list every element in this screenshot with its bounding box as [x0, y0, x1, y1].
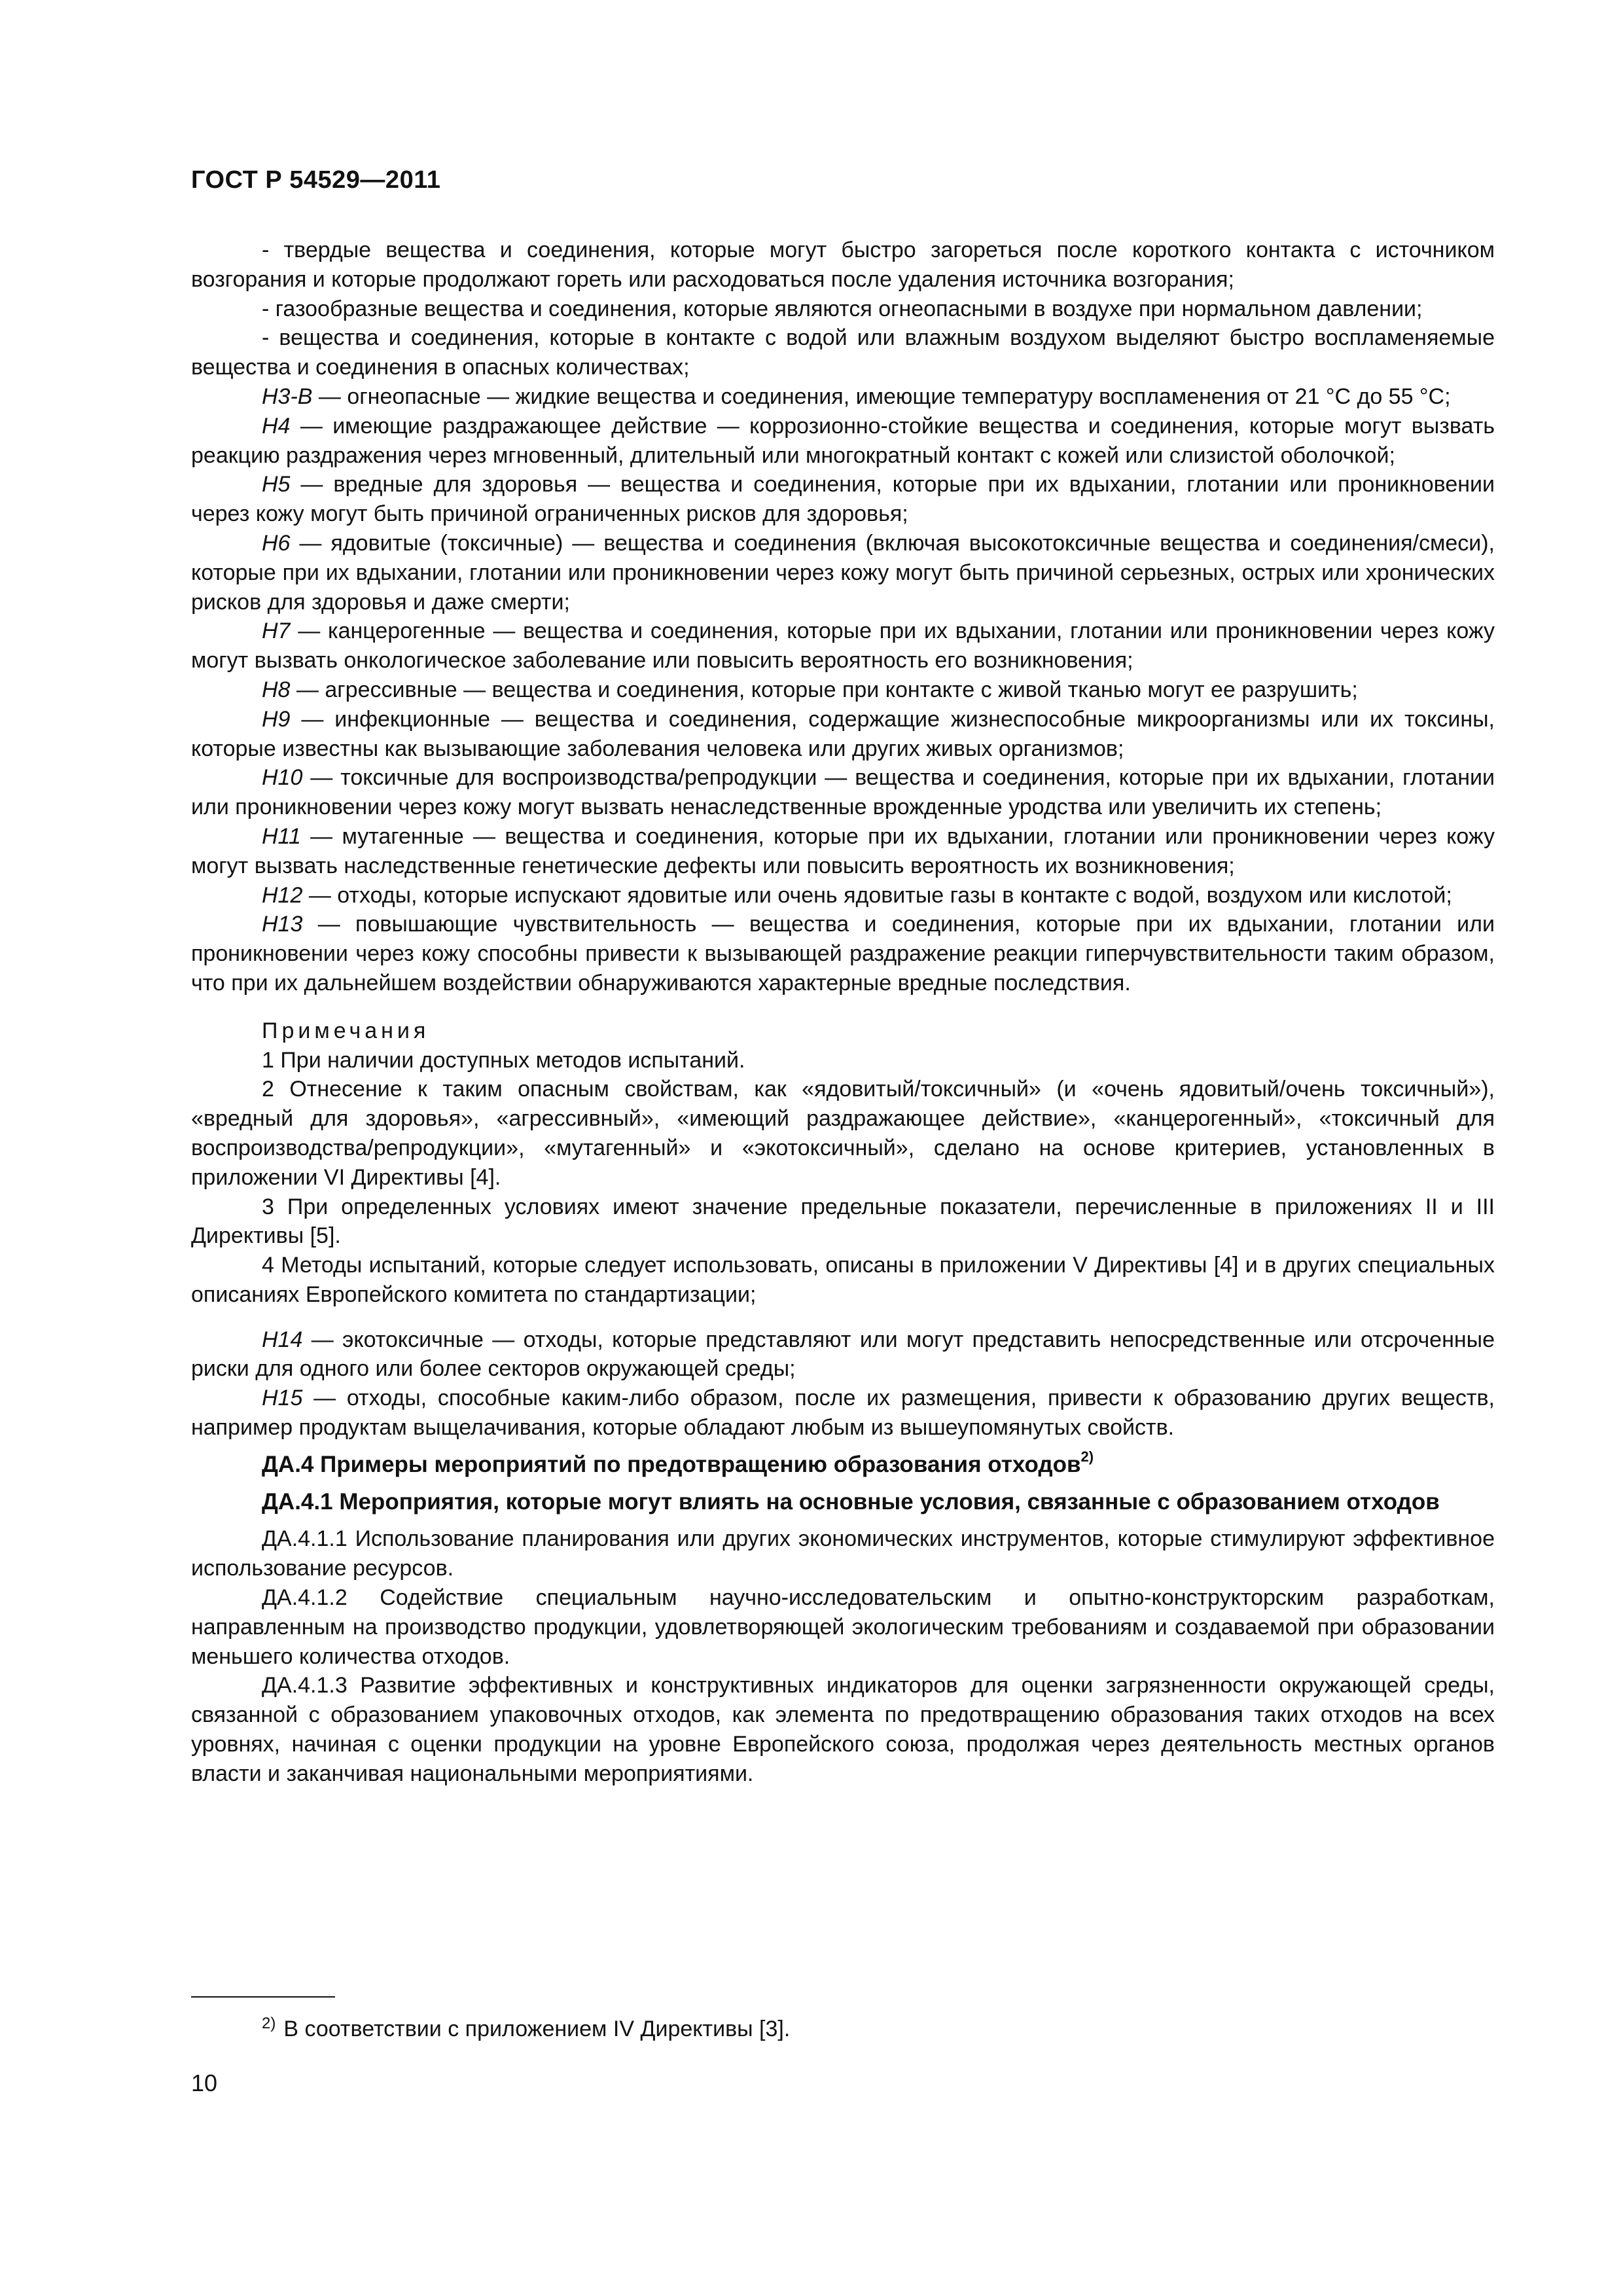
hazard-description: — отходы, способные каким-либо образом, после их размещения, привести к образованию других веществ, например продуктам выщелачивания, которые обладают любым из вышеупомянутых свойств. — [191, 1386, 1495, 1441]
footnote-text: В соответствии с приложением IV Директивы [3]. — [283, 2017, 791, 2041]
note-3: 3 При определенных условиях имеют значение предельные показатели, перечисленные в приложениях II и III Директивы [5]. — [191, 1194, 1495, 1249]
hazard-code: Н6 — [262, 530, 291, 556]
section-heading-da4 — [191, 1450, 1495, 1480]
list-item-water-reactive-substances: - вещества и соединения, которые в контакте с водой или влажным воздухом выделяют быстро воспламеняемые вещества и соединения в опасных количествах; — [191, 325, 1495, 380]
hazard-h14 — [191, 1325, 1495, 1384]
footnote-reference: 2) — [1080, 1448, 1094, 1465]
hazard-description: — токсичные для воспроизводства/репродукции — вещества и соединения, которые при их вдыхании, глотании или проникновении через кожу могут вызвать ненаследственные врожденные уродства или увеличить их степень; — [191, 765, 1495, 820]
list-item-solid-substances: - твердые вещества и соединения, которые могут быстро загореться после короткого контакта с источником возгорания и которые продолжают гореть или расходоваться после удаления источника возгорания; — [191, 238, 1495, 292]
hazard-code: Н3-В — [262, 384, 313, 409]
hazard-code: Н15 — [262, 1386, 303, 1411]
hazard-description: — мутагенные — вещества и соединения, которые при их вдыхании, глотании или проникновении через кожу могут вызвать наследственные генетические дефекты или повысить вероятность их возникновения; — [191, 823, 1495, 878]
list-item-gaseous-substances: - газообразные вещества и соединения, которые являются огнеопасными в воздухе при нормальном давлении; — [262, 296, 1423, 321]
page-number: 10 — [191, 2070, 218, 2096]
hazard-description: — повышающие чувствительность — вещества и соединения, которые при их вдыхании, глотании или проникновении через кожу способны привести к вызывающей раздражение реакции гиперчувствительности таким образом, что при их дальнейшем воздействии обнаруживаются характерные вредные последствия. — [191, 912, 1495, 996]
hazard-code: Н7 — [262, 619, 291, 644]
note-4: 4 Методы испытаний, которые следует использовать, описаны в приложении V Директивы [4] и в других специальных описаниях Европейского комитета по стандартизации; — [191, 1253, 1495, 1307]
hazard-h9 — [191, 705, 1495, 764]
hazard-code: Н4 — [262, 413, 291, 439]
hazard-description: — экотоксичные — отходы, которые представляют или могут представить непосредственные или отсроченные риски для одного или более секторов окружающей среды; — [191, 1327, 1495, 1382]
hazard-description: — инфекционные — вещества и соединения, содержащие жизнеспособные микроорганизмы или их токсины, которые известны как вызывающие заболевания человека или других живых организмов; — [191, 706, 1495, 761]
hazard-h12 — [191, 881, 1495, 910]
hazard-h6 — [191, 529, 1495, 617]
hazard-description: — отходы, которые испускают ядовитые или очень ядовитые газы в контакте с водой, воздухом или кислотой; — [302, 882, 1452, 908]
hazard-description: — вредные для здоровья — вещества и соединения, которые при их вдыхании, глотании или проникновении через кожу могут быть причиной ограниченных рисков для здоровья; — [191, 472, 1495, 527]
hazard-h13 — [191, 910, 1495, 997]
hazard-code: Н14 — [262, 1327, 303, 1352]
hazard-code: Н9 — [262, 706, 291, 732]
hazard-description: — ядовитые (токсичные) — вещества и соединения (включая высокотоксичные вещества и соединения/смеси), которые при их вдыхании, глотании или проникновении через кожу могут быть причиной серьезных, острых или хронических рисков для здоровья и даже смерти; — [191, 530, 1495, 615]
hazard-description: — имеющие раздражающее действие — коррозионно-стойкие вещества и соединения, которые могут вызвать реакцию раздражения через мгновенный, длительный или многократный контакт с кожей или слизистой оболочкой; — [191, 413, 1495, 468]
note-2: 2 Отнесение к таким опасным свойствам, как «ядовитый/токсичный» (и «очень ядовитый/очень токсичный»), «вредный для здоровья», «агрессивный», «имеющий раздражающее действие», «канцерогенный», «токсичный для воспроизводства/репродукции», «мутагенный» и «экотоксичный», сделано на основе критериев, установленных в приложении VI Директивы [4]. — [191, 1077, 1495, 1190]
footnote — [262, 2009, 790, 2043]
document-body — [191, 236, 1495, 1789]
hazard-h8 — [191, 675, 1495, 705]
hazard-h15 — [191, 1384, 1495, 1443]
hazard-description: — канцерогенные — вещества и соединения, которые при их вдыхании, глотании или проникновении через кожу могут вызвать онкологическое заболевание или повысить вероятность его возникновения; — [191, 619, 1495, 673]
section-heading-da41: ДА.4.1 Мероприятия, которые могут влиять на основные условия, связанные с образованием отходов — [262, 1488, 1440, 1515]
document-header: ГОСТ Р 54529—2011 — [191, 166, 441, 194]
hazard-code: Н13 — [262, 912, 303, 937]
footnote-divider — [191, 1996, 335, 1998]
hazard-h11 — [191, 822, 1495, 881]
clause-da411: ДА.4.1.1 Использование планирования или других экономических инструментов, которые стимулируют эффективное использование ресурсов. — [191, 1526, 1495, 1581]
footnote-mark: 2) — [262, 2015, 276, 2032]
hazard-h10 — [191, 763, 1495, 822]
hazard-description: — агрессивные — вещества и соединения, которые при контакте с живой тканью могут ее разрушить; — [290, 677, 1358, 702]
hazard-code: Н11 — [262, 823, 301, 849]
note-1: 1 При наличии доступных методов испытаний. — [262, 1047, 745, 1073]
hazard-code: Н5 — [262, 472, 291, 497]
notes-title: Примечания — [262, 1018, 430, 1043]
clause-da412: ДА.4.1.2 Содействие специальным научно-исследовательским и опытно-конструкторским разработкам, направленным на производство продукции, удовлетворяющей экологическим требованиям и создаваемой при образовании меньшего количества отходов. — [191, 1585, 1495, 1669]
clause-da413: ДА.4.1.3 Развитие эффективных и конструктивных индикаторов для оценки загрязненности окружающей среды, связанной с образованием упаковочных отходов, как элемента по предотвращению образования таких отходов на всех уровнях, начиная с оценки продукции на уровне Европейского союза, продолжая через деятельность местных органов власти и заканчивая национальными мероприятиями. — [191, 1673, 1495, 1786]
hazard-h7 — [191, 617, 1495, 675]
hazard-code: Н10 — [262, 765, 303, 791]
hazard-description: — огнеопасные — жидкие вещества и соединения, имеющие температуру воспламенения от 21 °С до 55 °С; — [312, 384, 1451, 409]
hazard-code: Н12 — [262, 882, 303, 908]
section-heading-text: ДА.4 Примеры мероприятий по предотвращению образования отходов — [262, 1451, 1081, 1477]
hazard-h4 — [191, 412, 1495, 471]
hazard-h3b — [191, 382, 1495, 412]
hazard-h5 — [191, 470, 1495, 529]
hazard-code: Н8 — [262, 677, 291, 702]
